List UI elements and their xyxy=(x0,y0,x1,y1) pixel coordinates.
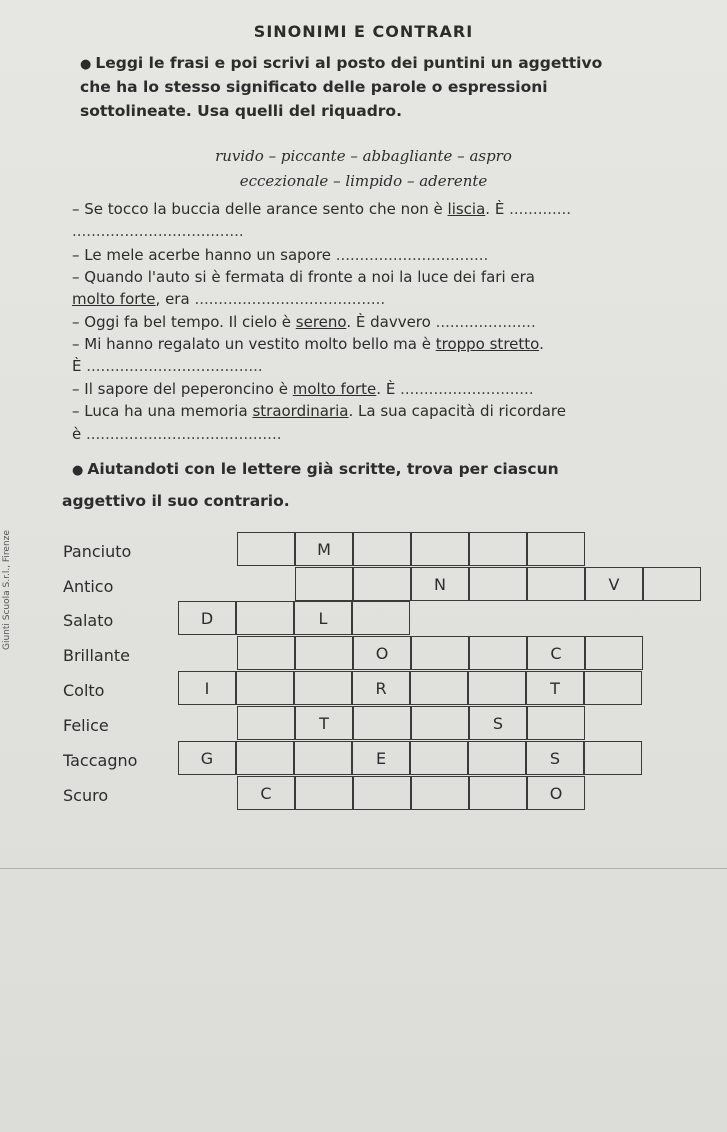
instruction-2-line-2: aggettivo il suo contrario. xyxy=(62,492,290,510)
word-box-line-1: ruvido – piccante – abbagliante – aspro xyxy=(215,147,512,165)
crossword-cell[interactable] xyxy=(411,636,469,670)
sentence-3-underlined: molto forte xyxy=(72,290,156,308)
crossword-cell[interactable] xyxy=(237,706,295,740)
sentence-6-underlined: molto forte xyxy=(292,380,377,398)
answer-blank-3[interactable]: ........................................ xyxy=(194,290,386,308)
word-label-3: Salato xyxy=(63,611,114,630)
crossword-cell[interactable] xyxy=(643,567,701,601)
sentence-2-text: – Le mele acerbe hanno un sapore xyxy=(72,246,336,264)
crossword-cell[interactable]: V xyxy=(585,567,643,601)
instruction-1-text-1: Leggi le frasi e poi scrivi al posto dei puntini un aggettivo xyxy=(95,54,603,72)
crossword-cell[interactable] xyxy=(236,741,294,775)
instruction-1-line-2: che ha lo stesso significato delle parole o espressioni xyxy=(80,78,548,96)
crossword-cell[interactable] xyxy=(584,671,642,705)
sentence-7-line-1 xyxy=(72,402,566,420)
crossword-cell[interactable]: S xyxy=(526,741,584,775)
crossword-cell[interactable] xyxy=(527,532,585,566)
crossword-cell[interactable] xyxy=(584,741,642,775)
word-box-line-2: eccezionale – limpido – aderente xyxy=(239,172,488,190)
word-label-2: Antico xyxy=(63,577,114,596)
answer-blank-6[interactable]: ............................ xyxy=(400,380,534,398)
sentence-2 xyxy=(72,246,488,264)
sentence-7-text-end: . La sua capacità di ricordare xyxy=(348,402,566,420)
sentence-1-underlined: liscia xyxy=(447,200,486,218)
crossword-cell[interactable] xyxy=(237,636,295,670)
bullet-icon: ● xyxy=(80,57,92,72)
crossword-cell[interactable] xyxy=(469,567,527,601)
crossword-cell[interactable]: C xyxy=(237,776,295,810)
sentence-3-line-1: – Quando l'auto si è fermata di fronte a noi la luce dei fari era xyxy=(72,268,535,286)
crossword-cell[interactable] xyxy=(527,706,585,740)
sentence-1 xyxy=(72,200,571,218)
answer-blank-5[interactable]: ..................................... xyxy=(86,357,263,375)
crossword-cell[interactable] xyxy=(469,776,527,810)
crossword-cell[interactable] xyxy=(294,741,352,775)
crossword-cell[interactable]: S xyxy=(469,706,527,740)
crossword-cell[interactable] xyxy=(236,671,294,705)
answer-blank-4[interactable]: ..................... xyxy=(435,313,536,331)
sentence-5-text-end: . xyxy=(539,335,544,353)
crossword-cell[interactable]: L xyxy=(294,601,352,635)
sentence-1-text-end: . È xyxy=(485,200,510,218)
crossword-cell[interactable] xyxy=(236,601,294,635)
word-label-7: Taccagno xyxy=(63,751,138,770)
crossword-cell[interactable] xyxy=(295,776,353,810)
crossword-cell[interactable] xyxy=(353,776,411,810)
word-label-6: Felice xyxy=(63,716,109,735)
sentence-4-underlined: sereno xyxy=(295,313,347,331)
crossword-cell[interactable] xyxy=(411,532,469,566)
answer-blank-1[interactable]: ............. xyxy=(509,200,572,218)
instruction-2-line-1 xyxy=(72,458,559,482)
crossword-cell[interactable] xyxy=(527,567,585,601)
instruction-1-line-1 xyxy=(80,52,602,76)
sentence-7-line-2 xyxy=(72,425,282,443)
word-label-4: Brillante xyxy=(63,646,130,665)
crossword-cell[interactable] xyxy=(353,706,411,740)
answer-blank-1b[interactable]: .................................... xyxy=(72,222,244,240)
divider-line xyxy=(0,868,727,869)
sentence-7-text: – Luca ha una memoria xyxy=(72,402,253,420)
crossword-cell[interactable] xyxy=(410,671,468,705)
sentence-6-text: – Il sapore del peperoncino è xyxy=(72,380,293,398)
crossword-cell[interactable] xyxy=(353,532,411,566)
crossword-cell[interactable] xyxy=(352,601,410,635)
crossword-cell[interactable]: E xyxy=(352,741,410,775)
crossword-cell[interactable] xyxy=(468,671,526,705)
crossword-cell[interactable] xyxy=(295,636,353,670)
crossword-cell[interactable] xyxy=(353,567,411,601)
sentence-6 xyxy=(72,380,534,398)
crossword-cell[interactable]: I xyxy=(178,671,236,705)
crossword-cell[interactable]: O xyxy=(527,776,585,810)
word-label-1: Panciuto xyxy=(63,542,132,561)
crossword-cell[interactable]: M xyxy=(295,532,353,566)
crossword-cell[interactable] xyxy=(237,532,295,566)
sentence-5-line-2 xyxy=(72,357,263,375)
instruction-2-text-1: Aiutandoti con le lettere già scritte, trova per ciascun xyxy=(87,460,559,478)
crossword-cell[interactable]: C xyxy=(527,636,585,670)
crossword-cell[interactable] xyxy=(411,706,469,740)
crossword-cell[interactable] xyxy=(411,776,469,810)
sentence-7-underlined: straordinaria xyxy=(252,402,349,420)
sentence-7-prefix: è xyxy=(72,425,86,443)
crossword-cell[interactable] xyxy=(469,636,527,670)
crossword-cell[interactable]: D xyxy=(178,601,236,635)
crossword-cell[interactable]: N xyxy=(411,567,469,601)
page-title: SINONIMI E CONTRARI xyxy=(253,22,474,41)
sentence-4 xyxy=(72,313,536,331)
sentence-5-underlined: troppo stretto xyxy=(435,335,540,353)
word-label-8: Scuro xyxy=(63,786,109,805)
sentence-5-text: – Mi hanno regalato un vestito molto bello ma è xyxy=(72,335,436,353)
sentence-6-text-end: . È xyxy=(376,380,401,398)
publisher-credit: Giunti Scuola S.r.l., Firenze xyxy=(2,530,12,650)
sentence-3-line-2 xyxy=(72,290,385,308)
crossword-cell[interactable]: T xyxy=(295,706,353,740)
bullet-icon: ● xyxy=(72,463,84,478)
crossword-cell[interactable]: G xyxy=(178,741,236,775)
crossword-cell[interactable] xyxy=(294,671,352,705)
sentence-4-text-end: . È davvero xyxy=(346,313,436,331)
crossword-cell[interactable] xyxy=(469,532,527,566)
sentence-1-text: – Se tocco la buccia delle arance sento che non è xyxy=(72,200,448,218)
sentence-5-prefix: È xyxy=(72,357,87,375)
crossword-cell[interactable]: R xyxy=(352,671,410,705)
crossword-cell[interactable] xyxy=(410,741,468,775)
answer-blank-7[interactable]: ......................................... xyxy=(86,425,282,443)
sentence-4-text: – Oggi fa bel tempo. Il cielo è xyxy=(72,313,296,331)
crossword-cell[interactable] xyxy=(295,567,353,601)
instruction-1-line-3: sottolineate. Usa quelli del riquadro. xyxy=(80,102,402,120)
crossword-cell[interactable]: T xyxy=(526,671,584,705)
crossword-cell[interactable]: O xyxy=(353,636,411,670)
sentence-5-line-1 xyxy=(72,335,544,353)
word-label-5: Colto xyxy=(63,681,105,700)
sentence-3-text-end: , era xyxy=(155,290,195,308)
crossword-cell[interactable] xyxy=(468,741,526,775)
crossword-cell[interactable] xyxy=(585,636,643,670)
answer-blank-2[interactable]: ................................ xyxy=(335,246,489,264)
